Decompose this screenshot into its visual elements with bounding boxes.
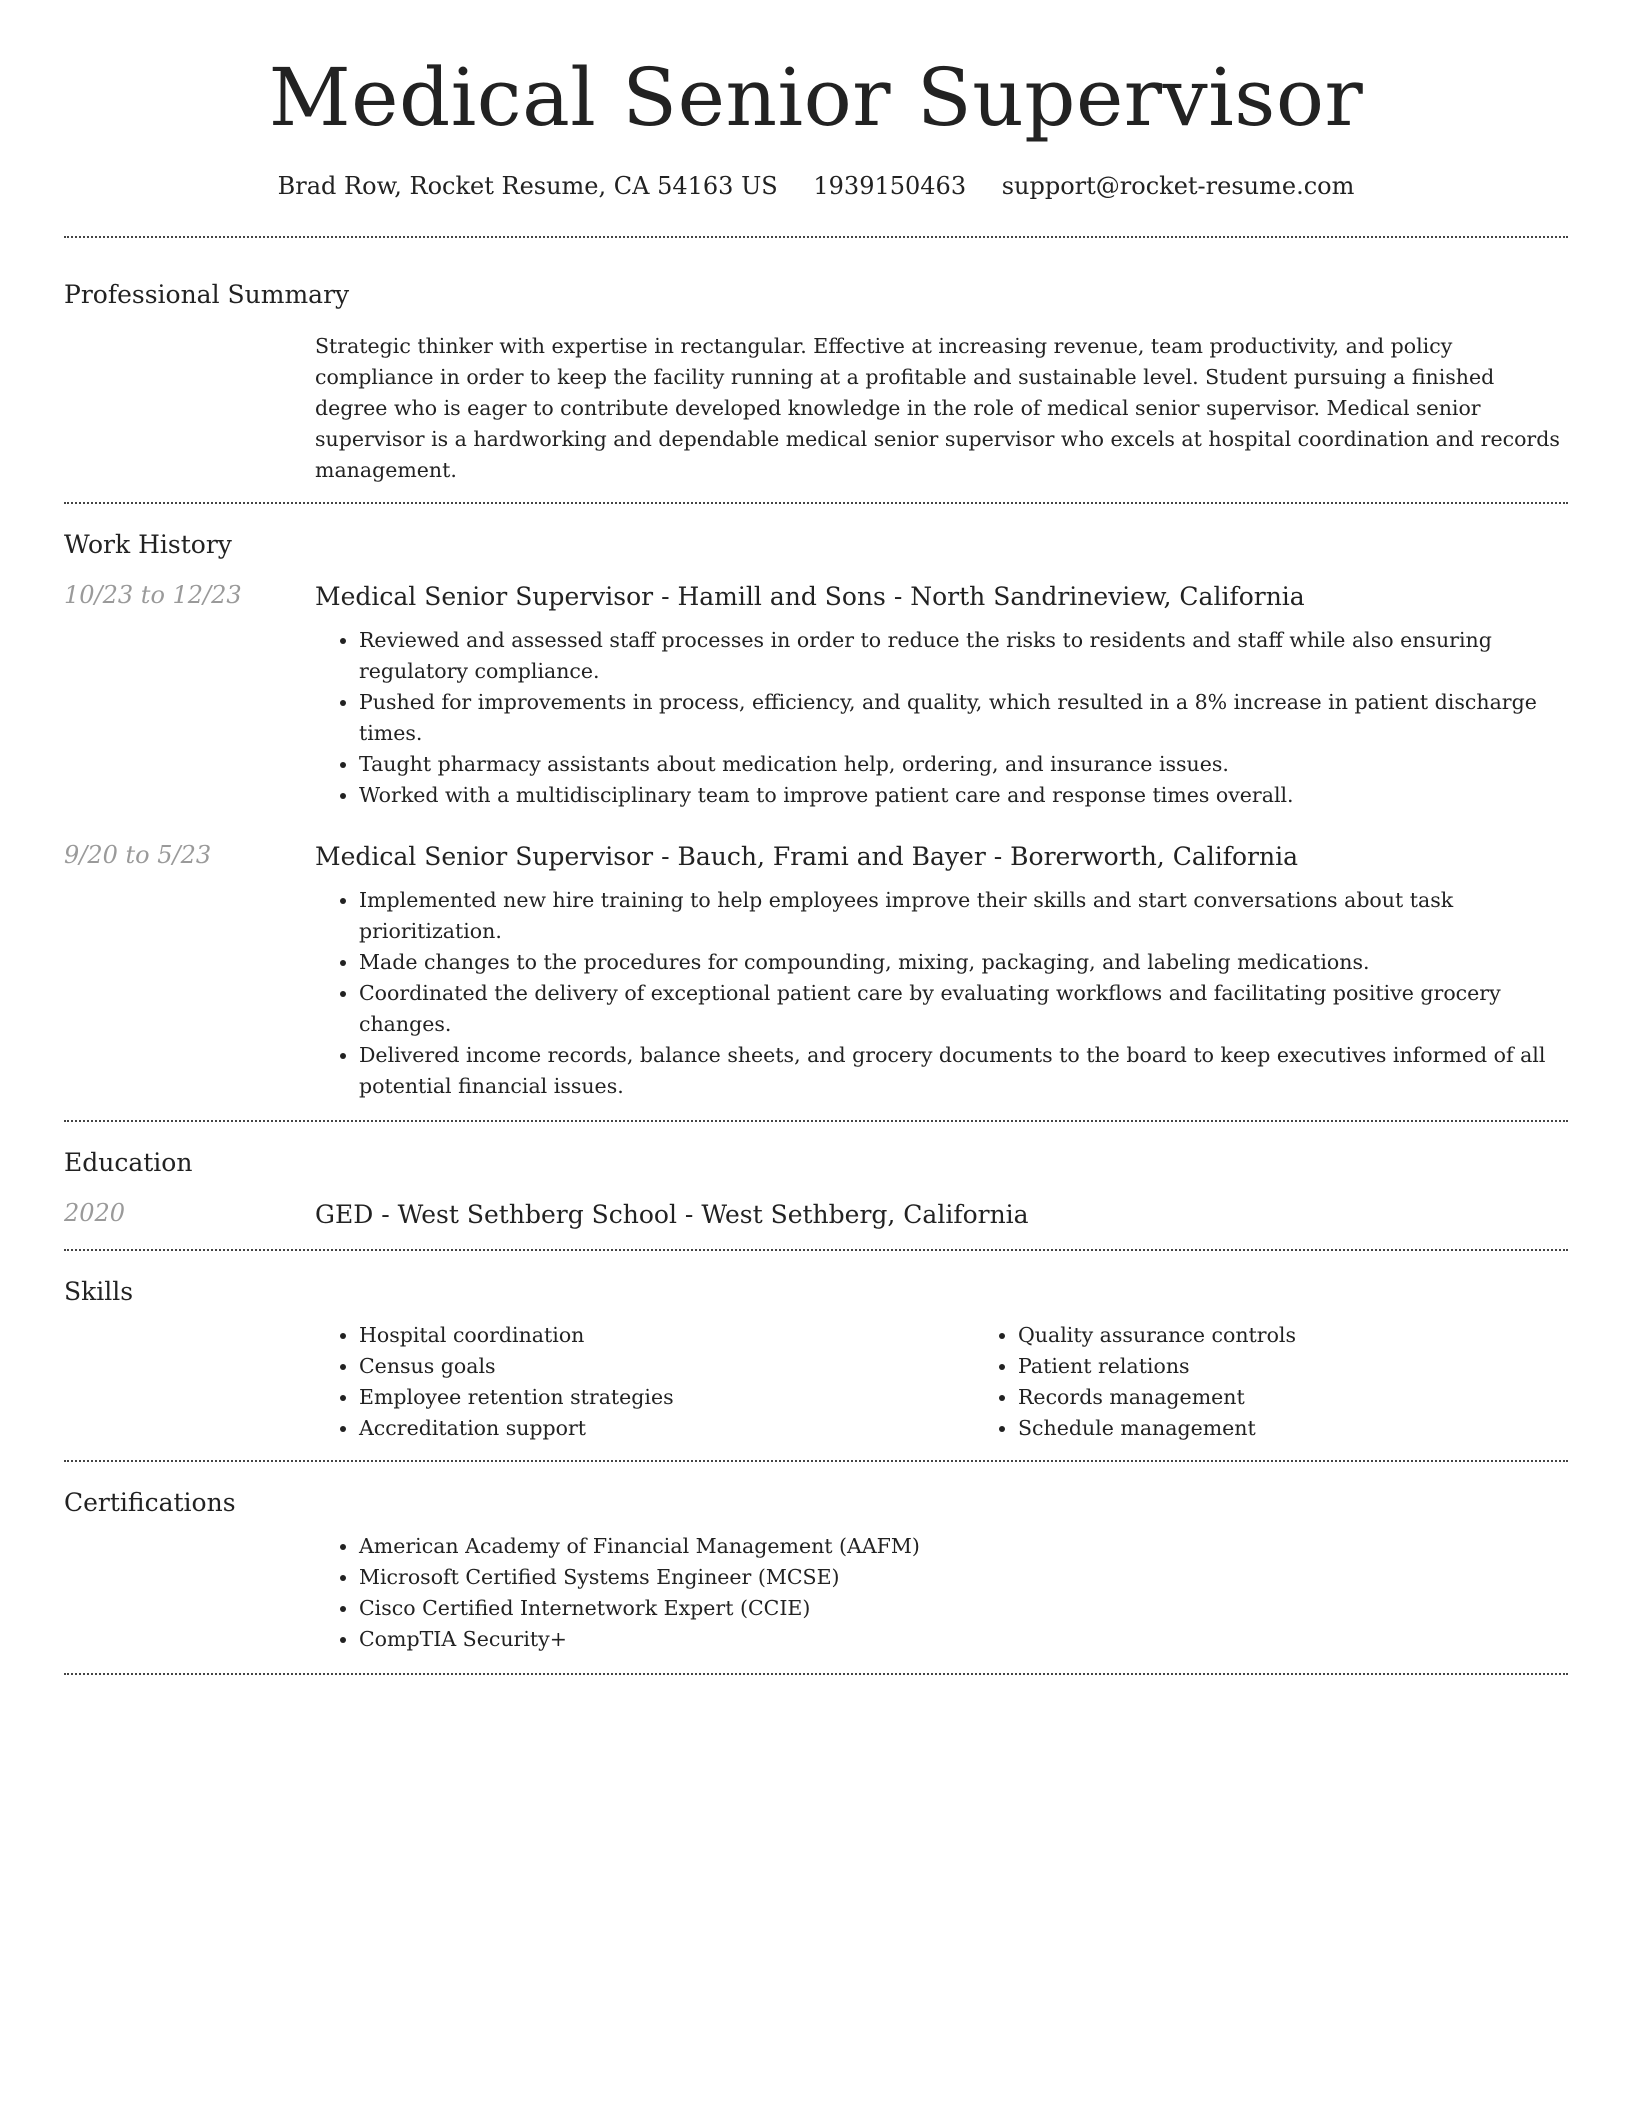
job-title: Medical Senior Supervisor - Bauch, Frami and Bayer - Borerworth, California: [315, 842, 1298, 871]
education-entry: [64, 1199, 1568, 1249]
education-detail: GED - West Sethberg School - West Sethberg, California: [315, 1200, 1029, 1229]
list-item: • Worked with a multidisciplinary team to improve patient care and response times overall.: [359, 780, 1568, 811]
list-item: • Census goals: [359, 1351, 974, 1382]
skills-row: [64, 1320, 1568, 1460]
resume-title: Medical Senior Supervisor: [268, 51, 1364, 144]
work-history-heading: Work History: [64, 530, 232, 559]
list-item: • Cisco Certified Internetwork Expert (CCIE): [359, 1593, 1568, 1624]
job-bullets: [315, 625, 1568, 811]
list-item: • Patient relations: [1018, 1351, 1632, 1382]
certifications-row: [64, 1531, 1568, 1673]
list-item: • Employee retention strategies: [359, 1382, 974, 1413]
list-item: • Pushed for improvements in process, efficiency, and quality, which resulted in a 8% increase in patient discharge times.: [359, 687, 1568, 749]
summary-row: [64, 317, 1568, 502]
certifications-list: [315, 1531, 1568, 1655]
summary-heading: Professional Summary: [64, 280, 350, 309]
work-history-section: [64, 504, 1568, 1120]
job-entry: [64, 841, 1568, 1120]
list-item: • Delivered income records, balance sheets, and grocery documents to the board to keep executives informed of all potential financial issues.: [359, 1040, 1568, 1102]
job-entry: [64, 581, 1568, 811]
list-item: • Coordinated the delivery of exceptional patient care by evaluating workflows and facilitating positive grocery changes.: [359, 978, 1568, 1040]
job-details: [315, 581, 1568, 811]
job-dates: 9/20 to 5/23: [64, 841, 212, 869]
list-item: • Microsoft Certified Systems Engineer (MCSE): [359, 1562, 1568, 1593]
contact-line: [64, 172, 1568, 200]
skills-column-2: [974, 1320, 1632, 1444]
divider: [64, 1673, 1568, 1675]
education-year: 2020: [64, 1199, 126, 1227]
list-item: • Hospital coordination: [359, 1320, 974, 1351]
list-item: • Reviewed and assessed staff processes in order to reduce the risks to residents and staff while also ensuring regulatory compliance.: [359, 625, 1568, 687]
list-item: • Records management: [1018, 1382, 1632, 1413]
education-heading: Education: [64, 1148, 193, 1177]
list-item: • Taught pharmacy assistants about medication help, ordering, and insurance issues.: [359, 749, 1568, 780]
job-title: Medical Senior Supervisor - Hamill and Sons - North Sandrineview, California: [315, 582, 1305, 611]
contact-phone: 1939150463: [813, 172, 967, 200]
education-section: [64, 1122, 1568, 1249]
certifications-list-wrap: [315, 1531, 1568, 1655]
certifications-section: [64, 1462, 1568, 1673]
list-item: • Made changes to the procedures for compounding, mixing, packaging, and labeling medications.: [359, 947, 1568, 978]
job-dates: 10/23 to 12/23: [64, 581, 242, 609]
certifications-heading: Certifications: [64, 1488, 236, 1517]
list-item: • Quality assurance controls: [1018, 1320, 1632, 1351]
skills-section: [64, 1251, 1568, 1460]
skills-column-1: [315, 1320, 974, 1444]
job-details: [315, 841, 1568, 1102]
skills-grid: [315, 1320, 1632, 1444]
job-bullets: [315, 885, 1568, 1102]
list-item: • Accreditation support: [359, 1413, 974, 1444]
list-item: • American Academy of Financial Management (AAFM): [359, 1531, 1568, 1562]
skills-heading: Skills: [64, 1277, 134, 1306]
contact-address: Brad Row, Rocket Resume, CA 54163 US: [277, 172, 778, 200]
contact-email: support@rocket-resume.com: [1001, 172, 1355, 200]
summary-text: Strategic thinker with expertise in rectangular. Effective at increasing revenue, team productivity, and policy compliance in order to keep the facility running at a profitable and sustainable level. Student pursuing a finished degree who is eager to contribute developed knowledge in the role of medical senior supervisor. Medical senior supervisor is a hardworking and dependable medical senior supervisor who excels at hospital coordination and records management.: [315, 334, 1560, 482]
summary-section: [64, 238, 1568, 502]
list-item: • CompTIA Security+: [359, 1624, 1568, 1655]
list-item: • Implemented new hire training to help employees improve their skills and start conversations about task prioritization.: [359, 885, 1568, 947]
list-item: • Schedule management: [1018, 1413, 1632, 1444]
